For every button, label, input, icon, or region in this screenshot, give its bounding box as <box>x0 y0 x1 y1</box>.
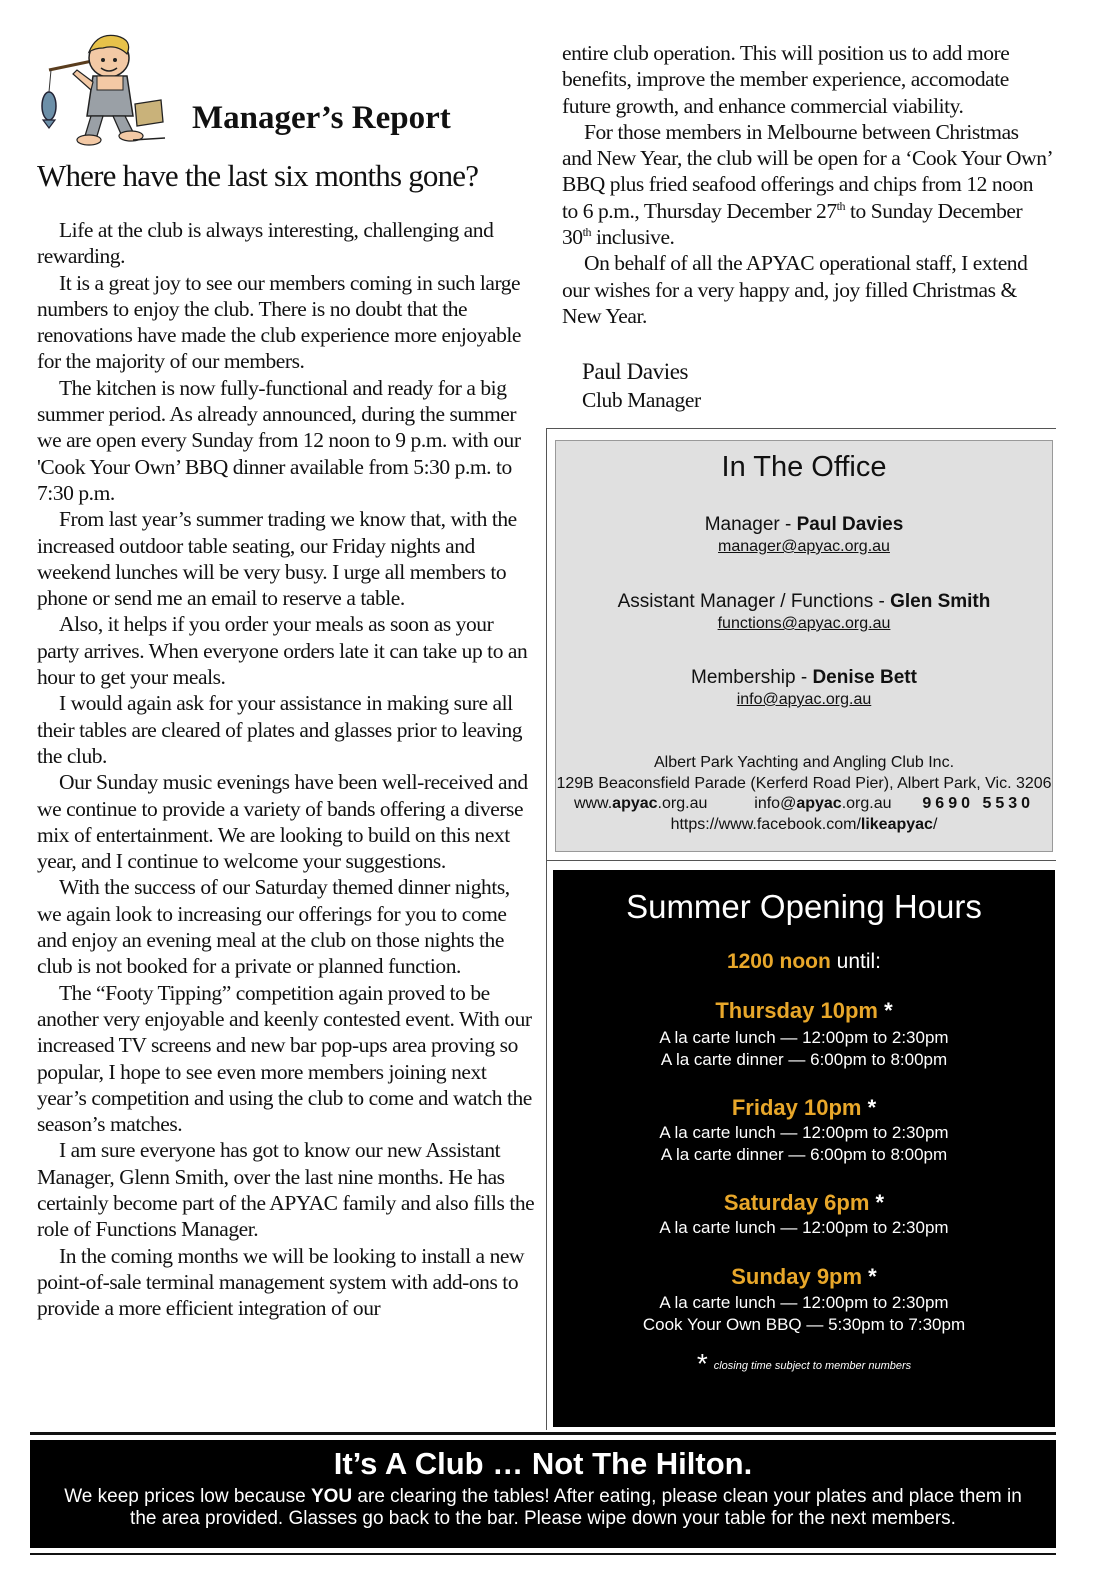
report-paragraph: The “Footy Tipping” competition again proved to be another very enjoyable and keenly contested event. With our increased TV screens and new bar pop-ups area proving so popular, I hope to see even more members joining next year’s competition and using the club to come and watch the season’s matches. <box>37 980 532 1137</box>
club-contacts <box>556 794 1052 815</box>
report-paragraph: From last year’s summer trading we know that, with the increased outdoor table seating, our Friday nights and weekend lunches will be very busy. I urge all members to phone or send me an email to reserve a table. <box>37 507 517 611</box>
manager-email-link[interactable]: manager@apyac.org.au <box>718 538 890 555</box>
report-paragraph: It is a great joy to see our members coming in such large numbers to enjoy the club. There is no doubt that the renovations have made the club experience more enjoyable for the majority of our members. <box>37 270 522 374</box>
staff-manager: Manager - Paul Davies manager@apyac.org.au <box>556 514 1052 558</box>
info-email-link[interactable]: info@apyac.org.au <box>736 691 872 708</box>
club-website[interactable]: www.apyac.org.au <box>573 795 708 812</box>
day-thursday: Thursday 10pm * <box>715 998 893 1023</box>
section-divider <box>546 860 1056 861</box>
office-box <box>555 440 1053 852</box>
section-divider <box>546 428 1056 429</box>
report-paragraph: I would again ask for your assistance in making sure all their tables are cleared of plates and glasses prior to leaving the club. <box>37 691 523 768</box>
times-saturday: A la carte lunch — 12:00pm to 2:30pm <box>659 1218 949 1237</box>
club-phone: 9690 5530 <box>922 795 1035 812</box>
report-title: Manager’s Report <box>192 100 451 136</box>
club-banner <box>30 1440 1056 1548</box>
report-paragraph: Life at the club is always interesting, challenging and rewarding. <box>37 218 494 269</box>
report-paragraph: With the success of our Saturday themed dinner nights, we again look to increasing our offerings for you to come and enjoy an evening meal at the club on those nights the club is not booked for a private or planned function. <box>37 875 510 979</box>
report-paragraph: I am sure everyone has got to know our new Assistant Manager, Glenn Smith, over the last nine months. He has certainly become part of the APYAC family and also fills the role of Functions Manager. <box>37 1138 535 1242</box>
club-name: Albert Park Yachting and Angling Club Inc. <box>653 754 955 771</box>
banner-rule <box>30 1432 1056 1435</box>
day-friday: Friday 10pm * <box>731 1095 877 1120</box>
staff-assistant-manager: Assistant Manager / Functions - Glen Smith functions@apyac.org.au <box>556 591 1052 635</box>
closing-footnote: * closing time subject to member numbers <box>696 1348 912 1379</box>
functions-email-link[interactable]: functions@apyac.org.au <box>717 615 891 632</box>
boy-with-fish-clipart-icon <box>37 30 167 148</box>
hours-title: Summer Opening Hours <box>626 888 982 925</box>
closing-paragraph: On behalf of all the APYAC operational staff, I extend our wishes for a very happy and, joy filled Christmas & New Year. <box>562 251 1028 328</box>
report-paragraph: In the coming months we will be looking to install a new point-of-sale terminal management system with add-ons to provide a more efficient integration of our <box>37 1243 525 1321</box>
banner-text: We keep prices low because YOU are clearing the tables! After eating, please clean your plates and place them in the area provided. Glasses go back to the bar. Please wipe down your table for the next members. <box>64 1486 1022 1529</box>
club-facebook[interactable]: https://www.facebook.com/likeapyac/ <box>670 815 938 833</box>
report-paragraph: entire club operation. This will position us to add more benefits, improve the member experience, accomodate future growth, and enhance commercial viability. <box>562 41 1010 118</box>
report-subtitle: Where have the last six months gone? <box>37 158 479 193</box>
hours-box <box>553 870 1055 1427</box>
times-sunday: A la carte lunch — 12:00pm to 2:30pm Cook Your Own BBQ — 5:30pm to 7:30pm <box>642 1293 966 1334</box>
column-divider <box>546 428 547 1430</box>
club-contact-info <box>556 753 1052 835</box>
signature-name: Paul Davies <box>582 359 689 384</box>
holiday-paragraph: For those members in Melbourne between Christmas and New Year, the club will be open for a ‘Cook Your Own’ BBQ plus fried seafood offerings and chips from 12 noon to 6 p.m., Thursday December 27th to Sunday December 30th inclusive. <box>562 119 1052 250</box>
signature-role: Club Manager <box>582 388 701 412</box>
times-friday: A la carte lunch — 12:00pm to 2:30pm A la carte dinner — 6:00pm to 8:00pm <box>659 1123 949 1164</box>
signature <box>582 358 701 414</box>
day-sunday: Sunday 9pm * <box>731 1264 877 1289</box>
banner-rule <box>30 1553 1056 1555</box>
opening-time: 1200 noon until: <box>726 950 882 973</box>
banner-title: It’s A Club … Not The Hilton. <box>333 1446 753 1481</box>
office-title: In The Office <box>721 451 887 483</box>
club-email[interactable]: info@apyac.org.au <box>754 795 892 812</box>
staff-membership: Membership - Denise Bett info@apyac.org.au <box>556 667 1052 711</box>
times-thursday: A la carte lunch — 12:00pm to 2:30pm A la carte dinner — 6:00pm to 8:00pm <box>659 1028 949 1069</box>
report-body <box>37 217 537 1321</box>
report-paragraph: Also, it helps if you order your meals as soon as your party arrives. When everyone orders late it can take up to an hour to get your meals. <box>37 612 528 690</box>
club-address: 129B Beaconsfield Parade (Kerferd Road Pier), Albert Park, Vic. 3206 <box>556 774 1052 792</box>
report-paragraph: The kitchen is now fully-functional and ready for a big summer period. As already announced, during the summer we are open every Sunday from 12 noon to 9 p.m. with our 'Cook Your Own’ BBQ dinner available from 5:30 p.m. to 7:30 p.m. <box>37 375 521 505</box>
day-saturday: Saturday 6pm * <box>723 1190 885 1215</box>
report-continuation <box>562 40 1052 329</box>
report-paragraph: Our Sunday music evenings have been well-received and we continue to provide a variety of bands offering a diverse mix of entertainment. We are looking to build on this next year, and I continue to welcome your suggestions. <box>37 770 528 874</box>
